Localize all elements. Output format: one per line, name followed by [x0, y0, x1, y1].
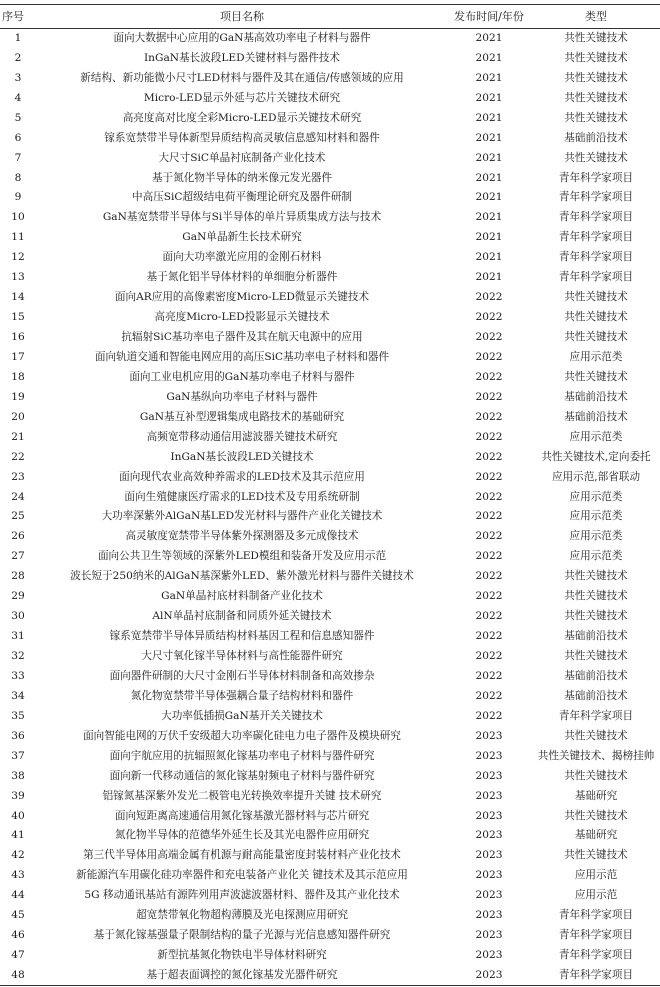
table-row — [0, 567, 660, 587]
row-year: 2023 — [475, 949, 503, 962]
row-name: 面向新一代移动通信的氮化镓基射频电子材料与器件研究 — [109, 769, 375, 782]
row-year: 2022 — [475, 570, 503, 583]
row-name: 面向智能电网的万伏千安级超大功率碳化硅电力电子器件及模块研究 — [83, 729, 401, 742]
table-row — [0, 29, 660, 49]
row-no: 9 — [14, 191, 22, 204]
row-no: 28 — [11, 570, 25, 583]
table-row — [0, 766, 660, 786]
row-year: 2021 — [475, 231, 503, 244]
row-year: 2023 — [475, 769, 503, 782]
header-year: 发布时间/年份 — [454, 10, 524, 23]
row-name: 基于氮化物半导体的纳米像元发光器件 — [151, 171, 333, 184]
row-type: 应用示范类 — [569, 530, 623, 543]
row-name: 镓系宽禁带半导体异质结构材料基因工程和信息感知器件 — [109, 630, 375, 643]
row-name: 基于氮化镓基强量子限制结构的量子光源与光信息感知器件研究 — [93, 929, 391, 942]
row-type: 共性关键技术 — [564, 769, 628, 782]
table-row — [0, 806, 660, 826]
row-no: 4 — [14, 91, 22, 104]
row-name: 氮化物宽禁带半导体强耦合量子结构材料和器件 — [130, 689, 354, 702]
row-name: 基于氮化铝半导体材料的单细胞分析器件 — [146, 271, 338, 284]
row-type: 青年科学家项目 — [558, 211, 634, 224]
row-name: 面向宇航应用的抗辐照氮化镓基功率电子材料与器件研究 — [109, 749, 375, 762]
row-year: 2022 — [475, 410, 503, 423]
row-name: 面向轨道交通和智能电网应用的高压SiC基功率电子材料和器件 — [94, 350, 390, 363]
row-no: 41 — [11, 829, 25, 842]
row-name: 大功率深紫外AlGaN基LED发光材料与器件产业化关键技术 — [101, 510, 383, 523]
row-no: 36 — [11, 729, 25, 742]
row-no: 42 — [11, 849, 25, 862]
row-name: GaN基互补型逻辑集成电路技术的基础研究 — [139, 410, 345, 423]
row-no: 21 — [11, 430, 25, 443]
row-year: 2022 — [475, 350, 503, 363]
row-name: GaN基宽禁带半导体与Si半导体的单片异质集成方法与技术 — [102, 211, 382, 224]
row-type: 共性关键技术 — [564, 590, 628, 603]
row-no: 1 — [14, 32, 22, 45]
row-year: 2023 — [475, 869, 503, 882]
row-name: Micro-LED显示外延与芯片关键技术研究 — [143, 91, 341, 104]
row-year: 2022 — [475, 390, 503, 403]
row-type: 共性关键技术 — [564, 729, 628, 742]
row-year: 2022 — [475, 370, 503, 383]
row-name: 高亮度高对比度全彩Micro-LED显示关键技术研究 — [122, 111, 362, 124]
row-type: 共性关键技术 — [564, 570, 628, 583]
table-row — [0, 587, 660, 607]
row-name: 高灵敏度宽禁带半导体紫外探测器及多元成像技术 — [125, 530, 359, 543]
row-name: 基于超表面调控的氮化镓基发光器件研究 — [146, 968, 338, 981]
table-row — [0, 527, 660, 547]
row-year: 2022 — [475, 650, 503, 663]
row-no: 17 — [11, 350, 25, 363]
row-year: 2022 — [475, 530, 503, 543]
table-row — [0, 746, 660, 766]
row-no: 6 — [14, 131, 22, 144]
row-year: 2021 — [475, 251, 503, 264]
row-type: 应用示范,部省联动 — [551, 470, 641, 483]
row-year: 2022 — [475, 510, 503, 523]
row-year: 2021 — [475, 51, 503, 64]
header-name: 项目名称 — [220, 10, 264, 23]
row-name: 高频宽带移动通信用滤波器关键技术研究 — [146, 430, 338, 443]
row-type: 共性关键技术 — [564, 111, 628, 124]
row-year: 2023 — [475, 729, 503, 742]
table-row — [0, 48, 660, 68]
row-no: 8 — [14, 171, 22, 184]
table-row — [0, 846, 660, 866]
table-row — [0, 208, 660, 228]
row-type: 应用示范类 — [569, 510, 623, 523]
row-name: InGaN基长波段LED关键技术 — [170, 450, 314, 463]
row-type: 共性关键技术,定向委托 — [541, 450, 651, 463]
table-row — [0, 906, 660, 926]
row-name: 面向现代农业高效种养需求的LED技术及其示范应用 — [119, 470, 365, 483]
row-year: 2023 — [475, 809, 503, 822]
row-name: 面向AR应用的高像素密度Micro-LED微显示关键技术 — [114, 291, 370, 304]
row-no: 29 — [11, 590, 25, 603]
row-no: 20 — [11, 410, 25, 423]
row-year: 2021 — [475, 32, 503, 45]
row-no: 26 — [11, 530, 25, 543]
table-row — [0, 667, 660, 687]
row-no: 31 — [11, 630, 25, 643]
row-type: 基础前沿技术 — [564, 410, 628, 423]
table-row — [0, 348, 660, 368]
row-type: 青年科学家项目 — [558, 251, 634, 264]
row-name: GaN基纵向功率电子材料与器件 — [166, 390, 318, 403]
row-year: 2023 — [475, 849, 503, 862]
row-type: 共性关键技术 — [564, 151, 628, 164]
row-name: 新能源汽车用碳化硅功率器件和充电装备产业化关 键技术及其示范应用 — [76, 869, 408, 882]
table-row — [0, 886, 660, 906]
row-type: 应用示范类 — [569, 490, 623, 503]
table-row — [0, 607, 660, 627]
row-no: 14 — [11, 291, 25, 304]
row-no: 32 — [11, 650, 25, 663]
row-type: 青年科学家项目 — [558, 231, 634, 244]
table-row — [0, 387, 660, 407]
row-name: 新型抗基氮化物铁电半导体材料研究 — [157, 949, 327, 962]
row-year: 2021 — [475, 131, 503, 144]
row-year: 2022 — [475, 669, 503, 682]
row-year: 2021 — [475, 211, 503, 224]
row-no: 5 — [14, 111, 22, 124]
row-type: 共性关键技术 — [564, 610, 628, 623]
row-year: 2023 — [475, 929, 503, 942]
row-no: 13 — [11, 271, 25, 284]
row-type: 共性关键技术 — [564, 311, 628, 324]
row-name: 面向大功率激光应用的金刚石材料 — [162, 251, 322, 264]
row-no: 12 — [11, 251, 25, 264]
row-type: 共性关键技术、揭榜挂帅 — [537, 749, 655, 762]
row-type: 青年科学家项目 — [558, 909, 634, 922]
row-type: 应用示范类 — [569, 430, 623, 443]
row-type: 共性关键技术 — [564, 291, 628, 304]
table-row — [0, 128, 660, 148]
row-type: 共性关键技术 — [564, 331, 628, 344]
table-row — [0, 308, 660, 328]
row-name: 面向公共卫生等领域的深紫外LED模组和装备开发及应用示范 — [97, 550, 387, 563]
table-row — [0, 647, 660, 667]
row-no: 33 — [11, 669, 25, 682]
row-name: 抗辐射SiC基功率电子器件及其在航天电源中的应用 — [121, 331, 363, 344]
row-no: 10 — [11, 211, 25, 224]
row-name: 5G 移动通讯基站有源阵列用声波滤波器材料、器件及其产业化技术 — [84, 889, 400, 902]
row-type: 应用示范 — [574, 869, 618, 882]
row-name: 镓系宽禁带半导体新型异质结构高灵敏信息感知材料和器件 — [104, 131, 380, 144]
row-year: 2021 — [475, 151, 503, 164]
row-type: 青年科学家项目 — [558, 191, 634, 204]
row-type: 青年科学家项目 — [558, 709, 634, 722]
table-row — [0, 168, 660, 188]
row-year: 2021 — [475, 191, 503, 204]
table-row — [0, 188, 660, 208]
row-type: 青年科学家项目 — [558, 929, 634, 942]
row-year: 2023 — [475, 909, 503, 922]
row-name: AlN单晶衬底制备和同质外延关键技术 — [152, 610, 332, 623]
row-type: 基础前沿技术 — [564, 689, 628, 702]
table-row — [0, 148, 660, 168]
row-year: 2021 — [475, 171, 503, 184]
row-type: 共性关键技术 — [564, 370, 628, 383]
header-type: 类型 — [585, 10, 607, 23]
row-name: 新结构、新功能微小尺寸LED材料与器件及其在通信/传感领域的应用 — [80, 71, 404, 84]
row-type: 基础前沿技术 — [564, 630, 628, 643]
row-type: 共性关键技术 — [564, 71, 628, 84]
row-type: 共性关键技术 — [564, 32, 628, 45]
row-type: 基础前沿技术 — [564, 390, 628, 403]
row-name: 波长短于250纳米的AlGaN基深紫外LED、紫外激光材料与器件关键技术 — [70, 570, 414, 583]
row-name: 大尺寸氧化镓半导体材料与高性能器件研究 — [141, 650, 343, 663]
row-no: 15 — [11, 311, 25, 324]
table-row — [0, 328, 660, 348]
row-type: 青年科学家项目 — [558, 171, 634, 184]
row-year: 2022 — [475, 490, 503, 503]
row-no: 11 — [11, 231, 25, 244]
row-type: 共性关键技术 — [564, 849, 628, 862]
table-row — [0, 866, 660, 886]
row-no: 16 — [11, 331, 25, 344]
row-no: 19 — [11, 390, 25, 403]
row-no: 44 — [11, 889, 25, 902]
table-body — [0, 29, 660, 986]
row-name: 面向大数据中心应用的GaN基高效功率电子材料与器件 — [113, 32, 371, 45]
table-row — [0, 786, 660, 806]
row-no: 30 — [11, 610, 25, 623]
row-type: 基础研究 — [574, 829, 618, 842]
row-no: 27 — [11, 550, 25, 563]
row-year: 2021 — [475, 271, 503, 284]
row-year: 2022 — [475, 590, 503, 603]
row-no: 3 — [14, 71, 22, 84]
table-row — [0, 88, 660, 108]
row-name: 中高压SiC超级结电荷平衡理论研究及器件研制 — [131, 191, 353, 204]
row-type: 青年科学家项目 — [558, 271, 634, 284]
table-row — [0, 706, 660, 726]
row-name: 大尺寸SiC单晶衬底制备产业化技术 — [158, 151, 326, 164]
table-row — [0, 686, 660, 706]
row-year: 2022 — [475, 331, 503, 344]
row-type: 应用示范类 — [569, 550, 623, 563]
row-no: 22 — [11, 450, 25, 463]
table-row — [0, 427, 660, 447]
row-no: 39 — [11, 789, 25, 802]
row-type: 应用示范 — [574, 889, 618, 902]
project-table — [0, 4, 660, 986]
row-no: 24 — [11, 490, 25, 503]
row-year: 2022 — [475, 450, 503, 463]
row-no: 18 — [11, 370, 25, 383]
row-type: 共性关键技术 — [564, 650, 628, 663]
row-year: 2021 — [475, 71, 503, 84]
row-year: 2022 — [475, 550, 503, 563]
table-row — [0, 946, 660, 966]
header-row — [0, 5, 660, 29]
table-row — [0, 447, 660, 467]
table-row — [0, 487, 660, 507]
table-row — [0, 268, 660, 288]
table-row — [0, 467, 660, 487]
row-year: 2023 — [475, 789, 503, 802]
row-no: 25 — [11, 510, 25, 523]
row-year: 2022 — [475, 709, 503, 722]
row-no: 43 — [11, 869, 25, 882]
table-row — [0, 966, 660, 986]
row-name: 高亮度Micro-LED投影显示关键技术 — [154, 311, 330, 324]
row-type: 基础前沿技术 — [564, 669, 628, 682]
table-row — [0, 627, 660, 647]
table-row — [0, 68, 660, 88]
row-year: 2022 — [475, 610, 503, 623]
row-year: 2023 — [475, 889, 503, 902]
row-year: 2023 — [475, 749, 503, 762]
row-type: 共性关键技术 — [564, 809, 628, 822]
table-row — [0, 826, 660, 846]
table-row — [0, 248, 660, 268]
row-type: 青年科学家项目 — [558, 968, 634, 981]
row-no: 35 — [11, 709, 25, 722]
row-name: 面向生殖健康医疗需求的LED技术及专用系统研制 — [124, 490, 360, 503]
row-no: 2 — [14, 51, 22, 64]
row-year: 2021 — [475, 91, 503, 104]
row-type: 青年科学家项目 — [558, 949, 634, 962]
table-row — [0, 507, 660, 527]
table-row — [0, 547, 660, 567]
table-row — [0, 108, 660, 128]
row-year: 2022 — [475, 470, 503, 483]
row-no: 23 — [11, 470, 25, 483]
row-name: 氮化物半导体的范德华外延生长及其光电器件应用研究 — [114, 829, 370, 842]
table-row — [0, 367, 660, 387]
table-header — [0, 5, 660, 29]
row-no: 47 — [11, 949, 25, 962]
row-name: 超宽禁带氧化物超构薄膜及光电探测应用研究 — [136, 909, 348, 922]
table-row — [0, 228, 660, 248]
row-year: 2022 — [475, 430, 503, 443]
row-name: 铝镓氮基深紫外发光二极管电光转换效率提升关键 技术研究 — [102, 789, 382, 802]
row-no: 46 — [11, 929, 25, 942]
table-row — [0, 407, 660, 427]
row-year: 2021 — [475, 111, 503, 124]
row-name: 大功率低插损GaN基开关关键技术 — [161, 709, 323, 722]
row-year: 2022 — [475, 689, 503, 702]
row-no: 45 — [11, 909, 25, 922]
row-name: GaN单晶新生长技术研究 — [182, 231, 302, 244]
table-row — [0, 288, 660, 308]
table-row — [0, 726, 660, 746]
row-no: 40 — [11, 809, 25, 822]
row-type: 基础前沿技术 — [564, 131, 628, 144]
row-name: InGaN基长波段LED关键材料与器件技术 — [143, 51, 341, 64]
row-no: 34 — [11, 689, 25, 702]
row-type: 共性关键技术 — [564, 91, 628, 104]
row-no: 37 — [11, 749, 25, 762]
row-no: 7 — [14, 151, 22, 164]
row-name: 面向工业电机应用的GaN基功率电子材料与器件 — [129, 370, 355, 383]
row-no: 38 — [11, 769, 25, 782]
header-no: 序号 — [2, 10, 24, 23]
row-name: 面向器件研制的大尺寸金刚石半导体材料制备和高效掺杂 — [109, 669, 375, 682]
row-year: 2022 — [475, 311, 503, 324]
row-type: 共性关键技术 — [564, 51, 628, 64]
table-row — [0, 926, 660, 946]
row-type: 应用示范类 — [569, 350, 623, 363]
row-name: 第三代半导体用高端金属有机源与耐高能量密度封装材料产业化技术 — [83, 849, 401, 862]
row-name: 面向短距离高速通信用氮化镓基激光器材料与芯片研究 — [114, 809, 370, 822]
row-year: 2022 — [475, 630, 503, 643]
row-year: 2023 — [475, 829, 503, 842]
row-year: 2022 — [475, 291, 503, 304]
row-name: GaN单晶衬底材料制备产业化技术 — [161, 590, 323, 603]
row-no: 48 — [11, 968, 25, 981]
row-year: 2023 — [475, 968, 503, 981]
row-type: 基础研究 — [574, 789, 618, 802]
